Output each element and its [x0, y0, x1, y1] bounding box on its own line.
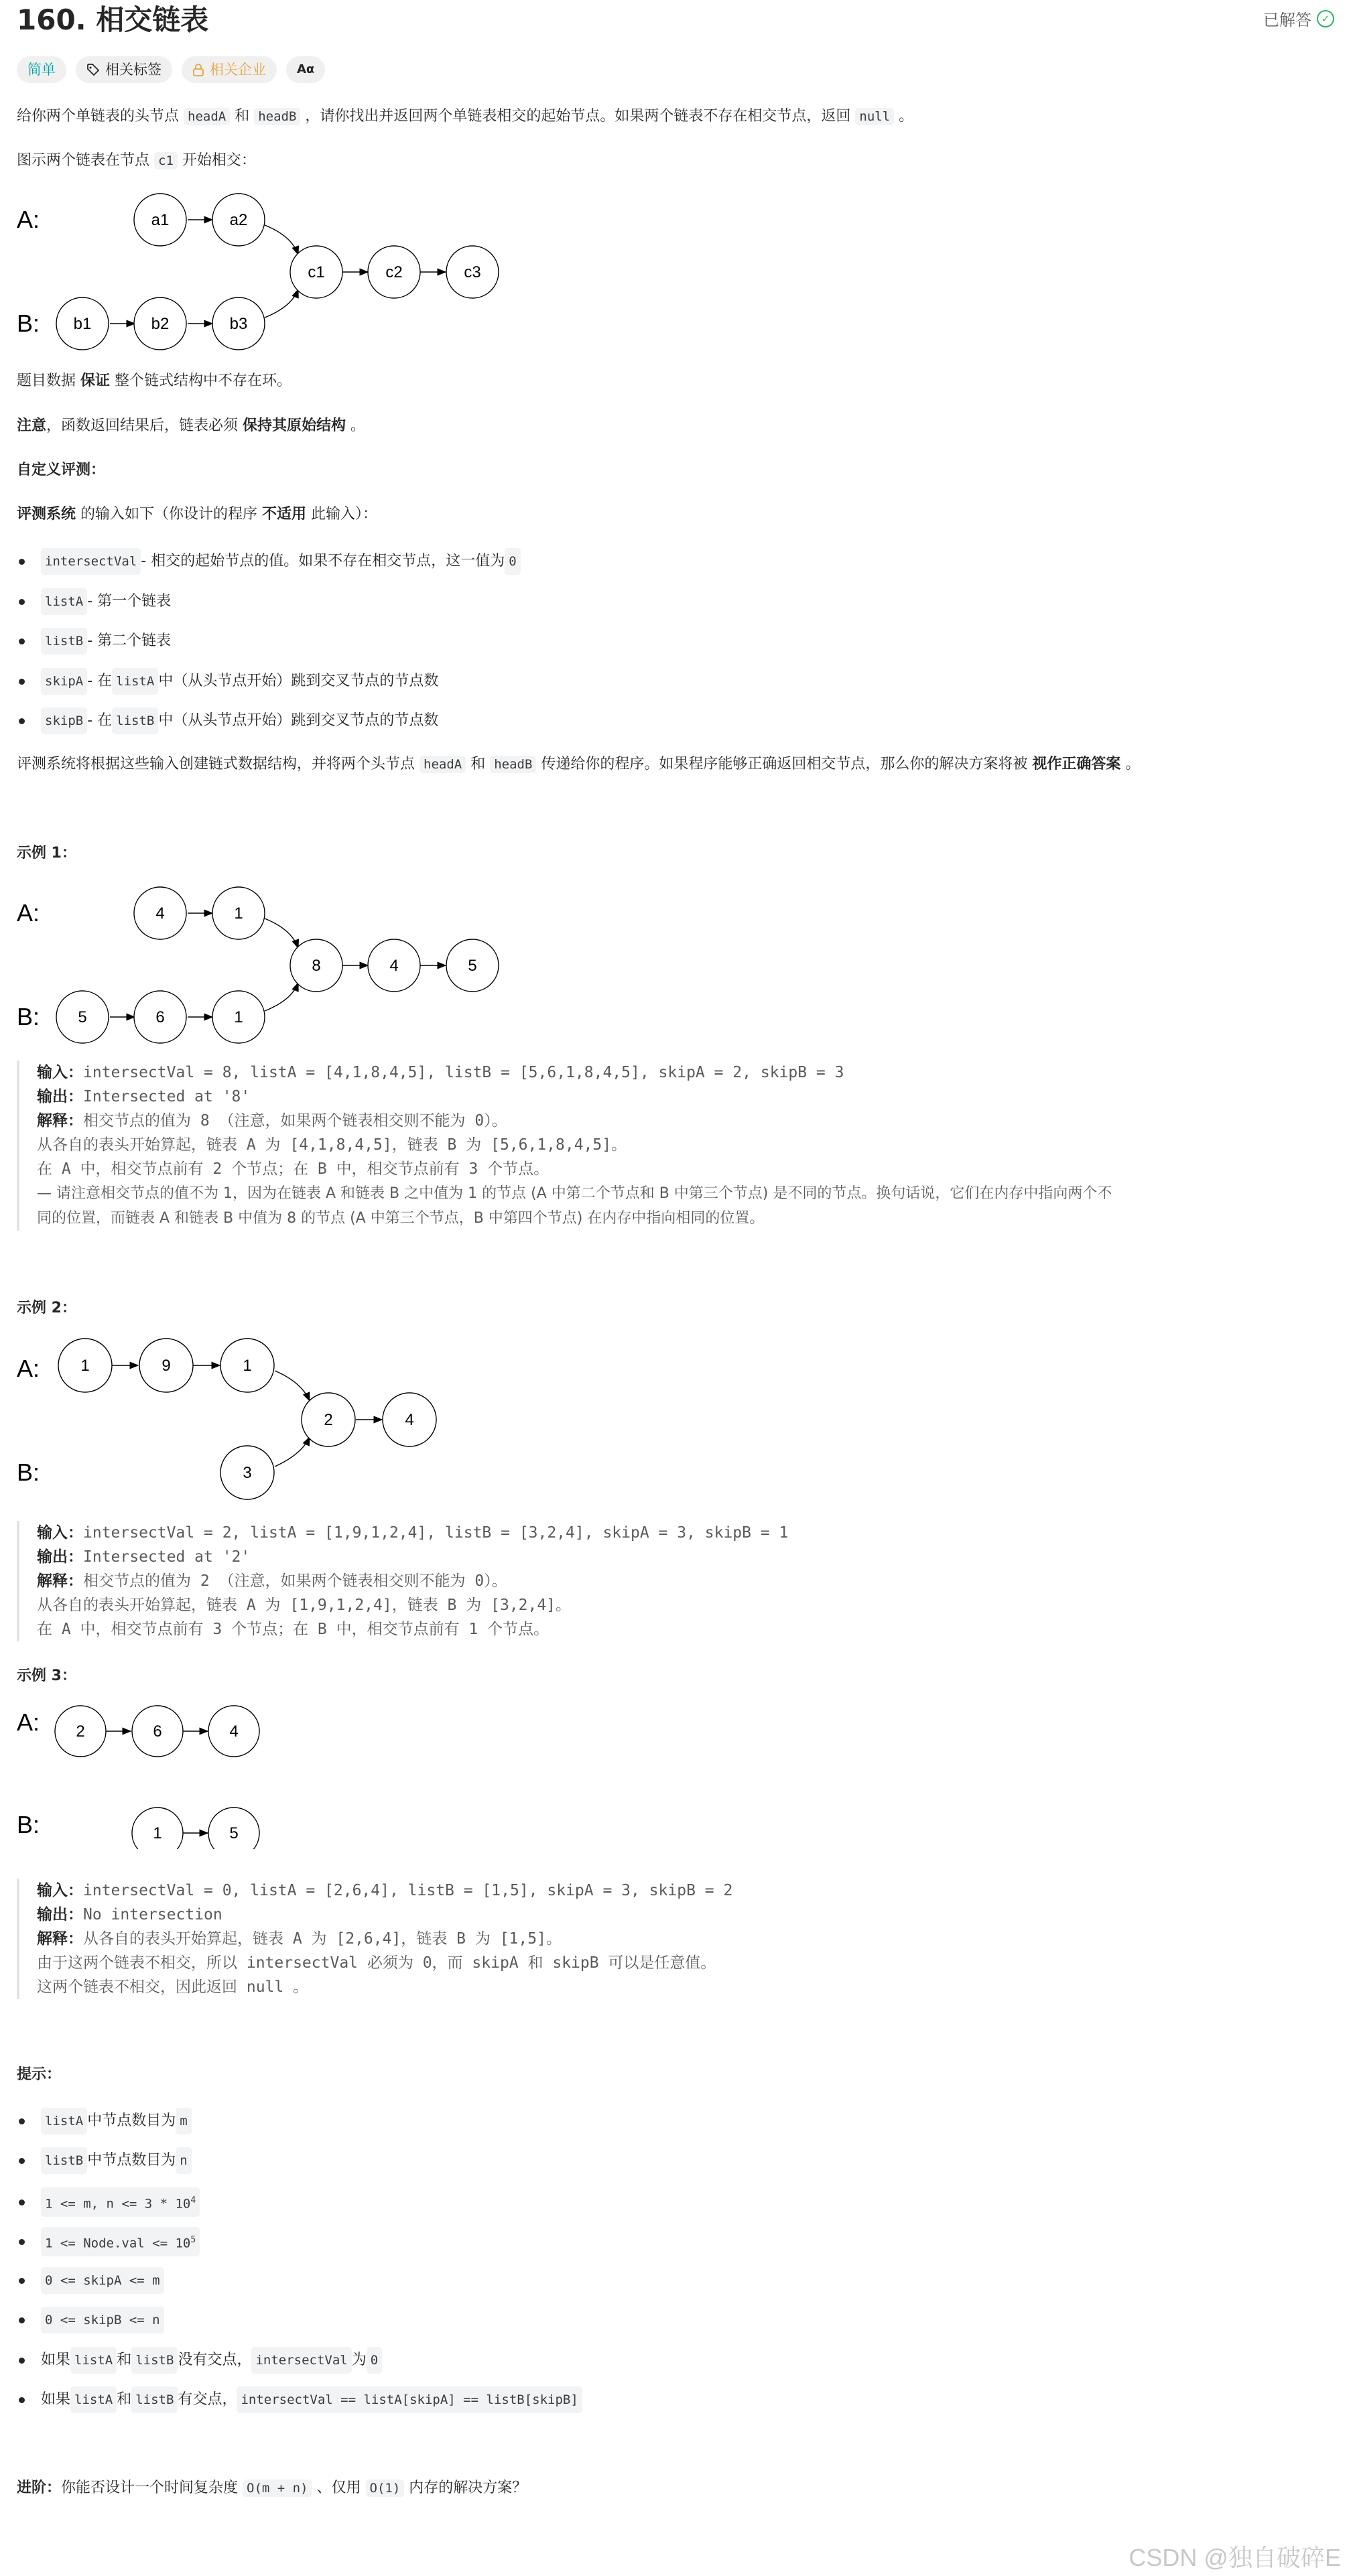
bullet: [19, 2358, 25, 2364]
text: 题目数据: [17, 372, 80, 389]
related-companies-button[interactable]: [182, 56, 277, 83]
node-label: 6: [155, 1008, 165, 1026]
text: 的输入如下（你设计的程序: [76, 506, 263, 523]
intersection-diagram: [17, 188, 526, 355]
code: intersectVal == listA[skipA] == listB[skipB]: [237, 2386, 582, 2413]
text: 和: [466, 756, 491, 772]
node-label: 8: [312, 957, 321, 975]
solved-label: 已解答: [1263, 11, 1311, 29]
example-1-diagram: [17, 881, 526, 1048]
text: 中（从头节点开始）跳到交叉节点的节点数: [158, 712, 439, 729]
code: 0: [367, 2347, 382, 2374]
bullet: [19, 2317, 25, 2323]
node-label: c1: [308, 263, 325, 281]
hints-heading: 提示：: [17, 2066, 62, 2083]
exponent: 4: [190, 2195, 196, 2206]
list-b-label: B:: [17, 310, 40, 337]
explain-text: 在 A 中，相交节点前有 2 个节点；在 B 中，相交节点前有 3 个节点。: [37, 1160, 550, 1178]
explain-text: 从各自的表头开始算起，链表 A 为 [4,1,8,4,5]，链表 B 为 [5,6,1,8,4,5]。: [37, 1136, 627, 1154]
node-label: 6: [153, 1722, 162, 1741]
code-c1: c1: [154, 152, 178, 170]
code: listB: [41, 2147, 87, 2174]
text-bold: 视作正确答案: [1032, 756, 1121, 772]
node-label: 1: [243, 1357, 252, 1375]
input-value: intersectVal = 8, listA = [4,1,8,4,5], listB = [5,6,1,8,4,5], skipA = 2, skipB = 3: [83, 1064, 844, 1081]
explain-text: 从各自的表头开始算起，链表 A 为 [1,9,1,2,4]，链表 B 为 [3,2,4]。: [37, 1597, 572, 1614]
code-text: 1 <= m, n <= 3 * 10: [45, 2196, 191, 2212]
tag-icon: [86, 63, 100, 76]
page-title: 160. 相交链表: [17, 3, 209, 36]
output-label: 输出：: [37, 1906, 83, 1923]
text: - 相交的起始节点的值。如果不存在相交节点，这一值为: [141, 553, 505, 569]
example-1-heading: 示例 1：: [17, 845, 76, 862]
text: 和: [117, 2391, 132, 2408]
list-a-label: A:: [17, 206, 40, 233]
hint-item: [19, 2386, 582, 2413]
text: 没有交点，: [178, 2352, 252, 2368]
code: [41, 2227, 200, 2256]
text-bold: 不适用: [262, 506, 307, 523]
text: 你能否设计一个时间复杂度: [61, 2480, 243, 2496]
bullet: [19, 2118, 25, 2124]
bullet: [19, 2199, 25, 2206]
hint-item: [19, 2347, 382, 2374]
list-item: [19, 707, 438, 734]
advanced-note: [17, 2476, 527, 2500]
text-bold: 评测系统: [17, 506, 76, 523]
text: 中（从头节点开始）跳到交叉节点的节点数: [158, 673, 439, 689]
related-tags-label: 相关标签: [105, 62, 162, 78]
list-item: [19, 628, 171, 655]
output-label: 输出：: [37, 1088, 83, 1105]
code: 0: [505, 548, 520, 575]
node-label: a1: [151, 211, 170, 229]
list-item: [19, 548, 521, 575]
node-label: 4: [229, 1722, 239, 1741]
text: - 第二个链表: [87, 632, 172, 649]
text: 。: [1120, 756, 1141, 772]
text: 评测系统将根据这些输入创建链式数据结构，并将两个头节点: [17, 756, 420, 772]
example-3-heading: 示例 3：: [17, 1668, 76, 1684]
text-bold: 保持其原始结构: [243, 417, 346, 434]
code: listA: [41, 2108, 87, 2134]
node-label: 4: [405, 1411, 414, 1429]
exponent: 5: [190, 2235, 196, 2245]
explain-label: 解释：: [37, 1112, 83, 1130]
text: 此输入）：: [306, 506, 378, 523]
code: headB: [490, 756, 536, 773]
node-label: b2: [151, 315, 170, 333]
code-text: 1 <= Node.val <= 10: [45, 2236, 191, 2251]
text: ，函数返回结果后，链表必须: [46, 417, 243, 434]
desc-text: 开始相交：: [177, 152, 256, 169]
desc-text: 。: [894, 108, 914, 125]
example-1-block: [17, 1061, 1112, 1231]
text: 中节点数目为: [87, 2152, 176, 2169]
example-2-block: [17, 1521, 788, 1641]
explain-text: 在 A 中，相交节点前有 3 个节点；在 B 中，相交节点前有 1 个节点。: [37, 1621, 550, 1638]
text: 如果: [41, 2391, 71, 2408]
related-companies-label: 相关企业: [210, 62, 266, 78]
example-3-diagram: [17, 1702, 526, 1849]
list-a-label: A:: [17, 899, 40, 927]
node-label: c3: [464, 263, 481, 281]
node-label: 2: [324, 1411, 333, 1429]
text: 中节点数目为: [87, 2112, 176, 2129]
code: O(m + n): [243, 2480, 312, 2497]
tag-row: [17, 56, 325, 83]
node-label: 5: [229, 1824, 239, 1842]
output-value: No intersection: [83, 1906, 222, 1923]
code: 0 <= skipA <= m: [41, 2267, 164, 2294]
explain-text: — 请注意相交节点的值不为 1，因为在链表 A 和链表 B 之中值为 1 的节点 (A 中第二个节点和 B 中第三个节点) 是不同的节点。换句话说，它们在内存中指向两个不: [37, 1185, 1112, 1202]
bullet: [19, 679, 25, 685]
bullet: [19, 2397, 25, 2403]
code: O(1): [366, 2480, 405, 2497]
text-bold: 保证: [80, 372, 111, 389]
lock-icon: [192, 63, 204, 76]
code-headA: headA: [184, 108, 230, 125]
desc-text: 图示两个链表在节点: [17, 152, 154, 169]
explain-text: 从各自的表头开始算起，链表 A 为 [2,6,4]，链表 B 为 [1,5]。: [83, 1930, 562, 1948]
node-label: 1: [234, 1008, 243, 1026]
text: 、仅用: [312, 2480, 366, 2496]
bullet: [19, 638, 25, 645]
output-value: Intersected at '2': [83, 1548, 251, 1566]
difficulty-tag[interactable]: 简单: [17, 56, 66, 83]
node-label: 3: [243, 1464, 252, 1482]
list-item: [19, 668, 438, 695]
node-label: 9: [162, 1357, 171, 1375]
hint-item: [19, 2307, 164, 2333]
list-a-label: A:: [17, 1708, 40, 1736]
description-paragraph: [17, 105, 913, 129]
explain-text: 相交节点的值为 2 （注意，如果两个链表相交则不能为 0）。: [83, 1572, 507, 1590]
input-label: 输入：: [37, 1882, 83, 1899]
code: intersectVal: [251, 2347, 351, 2374]
input-label: 输入：: [37, 1524, 83, 1542]
font-size-button[interactable]: Aα: [286, 56, 325, 83]
text: 整个链式结构中不存在环。: [110, 372, 292, 389]
watermark: CSDN @独自破碎E: [1129, 2544, 1341, 2571]
judge-intro: [17, 502, 377, 527]
code: skipB: [41, 707, 87, 734]
related-tags-button[interactable]: [76, 56, 172, 83]
bullet: [19, 2278, 25, 2284]
node-label: a2: [229, 211, 248, 229]
bullet: [19, 599, 25, 605]
code: intersectVal: [41, 548, 141, 575]
code: listA: [112, 668, 158, 695]
hint-item: [19, 2108, 192, 2134]
node-label: 1: [153, 1824, 162, 1842]
output-label: 输出：: [37, 1548, 83, 1566]
text-bold: 进阶：: [17, 2480, 62, 2496]
code: listB: [131, 2386, 178, 2413]
code: listA: [70, 2386, 117, 2413]
text: 如果: [41, 2352, 71, 2368]
text: 为: [351, 2352, 367, 2368]
bullet: [19, 559, 25, 565]
input-value: intersectVal = 0, listA = [2,6,4], listB = [1,5], skipA = 3, skipB = 2: [83, 1882, 733, 1899]
bullet: [19, 718, 25, 724]
attention-note: [17, 414, 365, 438]
bullet: [19, 2158, 25, 2164]
explain-text: 由于这两个链表不相交，所以 intersectVal 必须为 0，而 skipA 和 skipB 可以是任意值。: [37, 1954, 716, 1972]
text: 有交点，: [178, 2391, 237, 2408]
solved-status: [1263, 7, 1334, 30]
code: listB: [131, 2347, 178, 2374]
judge-system-note: [17, 752, 1140, 776]
example-2-diagram: [17, 1337, 526, 1504]
text: - 第一个链表: [87, 593, 172, 610]
output-value: Intersected at '8': [83, 1088, 251, 1105]
list-a-label: A:: [17, 1355, 40, 1382]
desc-text: ，请你找出并返回两个单链表相交的起始节点。如果两个链表不存在相交节点，返回: [300, 108, 856, 125]
node-label: 1: [80, 1357, 90, 1375]
desc-text: 和: [230, 108, 255, 125]
node-label: b1: [73, 315, 92, 333]
explain-text: 同的位置，而链表 A 和链表 B 中值为 8 的节点 (A 中第三个节点，B 中第四个节点) 在内存中指向相同的位置。: [37, 1210, 765, 1227]
list-b-label: B:: [17, 1459, 40, 1486]
node-label: 2: [76, 1722, 85, 1741]
list-b-label: B:: [17, 1811, 40, 1838]
text: - 在: [87, 712, 113, 729]
code: listB: [112, 707, 158, 734]
text: 。: [346, 417, 366, 434]
code: skipA: [41, 668, 87, 695]
hint-item: [19, 2187, 200, 2217]
node-label: c2: [385, 263, 403, 281]
code-null: null: [855, 108, 894, 125]
example-3-block: [17, 1879, 732, 1999]
node-label: 1: [234, 904, 243, 923]
bullet: [19, 2239, 25, 2245]
explain-text: 这两个链表不相交，因此返回 null 。: [37, 1978, 309, 1996]
text: 传递给你的程序。如果程序能够正确返回相交节点，那么你的解决方案将被: [536, 756, 1033, 772]
hint-item: [19, 2227, 200, 2256]
guarantee-note: [17, 369, 292, 393]
text: - 在: [87, 673, 113, 689]
code: headA: [420, 756, 466, 773]
code: m: [176, 2108, 191, 2134]
check-circle-icon: ✓: [1317, 10, 1334, 27]
code: n: [176, 2147, 191, 2174]
code: listA: [70, 2347, 117, 2374]
desc-text: 给你两个单链表的头节点: [17, 108, 184, 125]
hint-item: [19, 2267, 164, 2294]
input-label: 输入：: [37, 1064, 83, 1081]
code-headB: headB: [254, 108, 300, 125]
explain-text: 相交节点的值为 8 （注意，如果两个链表相交则不能为 0）。: [83, 1112, 507, 1130]
code: listB: [41, 628, 87, 655]
code: 0 <= skipB <= n: [41, 2307, 164, 2333]
code: listA: [41, 588, 87, 615]
node-label: 4: [389, 957, 399, 975]
node-label: 5: [78, 1008, 87, 1026]
text: 内存的解决方案？: [404, 2480, 527, 2496]
node-label: b3: [229, 315, 248, 333]
explain-label: 解释：: [37, 1572, 83, 1590]
list-b-label: B:: [17, 1003, 40, 1030]
list-item: [19, 588, 171, 615]
node-label: 4: [155, 904, 165, 923]
code: [41, 2187, 200, 2217]
hint-item: [19, 2147, 192, 2174]
explain-label: 解释：: [37, 1930, 83, 1948]
node-label: 5: [468, 957, 477, 975]
custom-judge-heading: 自定义评测：: [17, 462, 106, 478]
example-2-heading: 示例 2：: [17, 1300, 76, 1316]
input-value: intersectVal = 2, listA = [1,9,1,2,4], listB = [3,2,4], skipA = 3, skipB = 1: [83, 1524, 789, 1542]
text-bold: 注意: [17, 417, 47, 434]
diagram-caption: [17, 149, 256, 173]
text: 和: [117, 2352, 132, 2368]
